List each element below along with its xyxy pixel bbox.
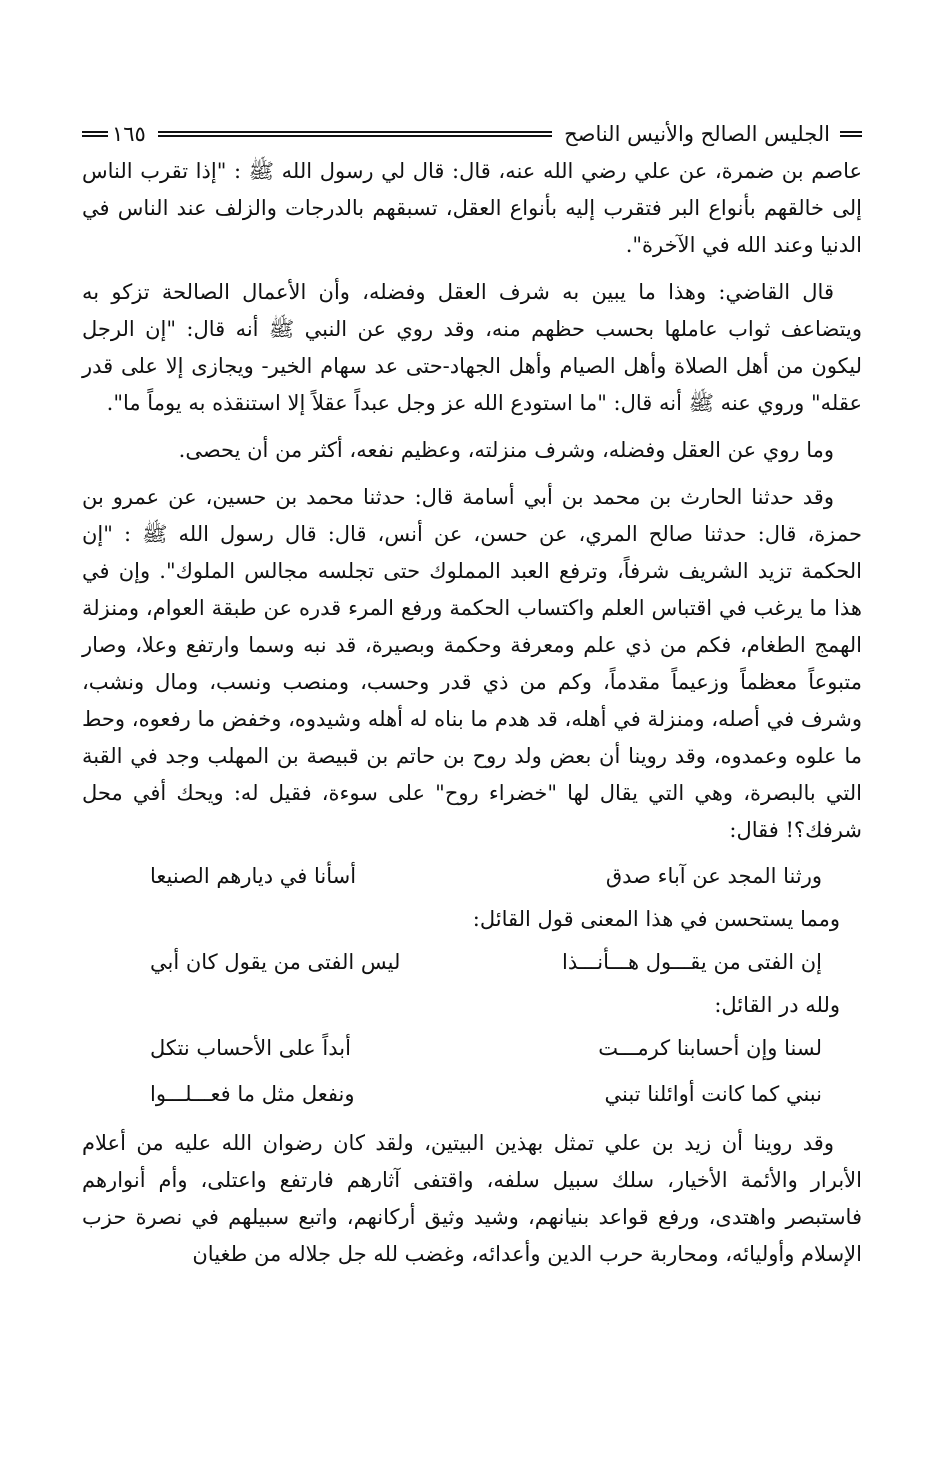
- verse-4: [82, 1071, 862, 1117]
- verse-intro-2: ومما يستحسن في هذا المعنى قول القائل:: [472, 907, 840, 931]
- verse-1-first-hemistich: ورثنا المجد عن آباء صدق: [605, 863, 822, 888]
- verse-4-first-hemistich: نبني كما كانت أوائلنا تبني: [604, 1081, 822, 1106]
- header-rule-middle: [158, 131, 552, 137]
- verse-2-second-hemistich: ليس الفتى من يقول كان أبي: [150, 949, 401, 974]
- verse-intro-3: ولله در القائل:: [714, 993, 840, 1017]
- verse-3-first-hemistich: لسنا وإن أحسابنا كرمـــت: [598, 1035, 822, 1060]
- verse-1-second-hemistich: أسأنا في ديارهم الصنيعا: [150, 863, 357, 888]
- paragraph-5: وقد روينا أن زيد بن علي تمثل بهذين البيتين، ولقد كان رضوان الله عليه من أعلام الأبرار والأئمة الأخيار، سلك سبيل سلفه، واقتفى آثارهم فارتفع واعتلى، وأم أنوارهم فاستبصر واهتدى، ورفع قواعد بنيانهم، وشيد وثيق أركانهم، واتبع سبيلهم في نصرة حزب الإسلام وأوليائه، ومحاربة حرب الدين وأعدائه، وغضب لله جل جلاله من طغيان: [82, 1131, 862, 1266]
- header-title: الجليس الصالح والأنيس الناصح: [564, 122, 830, 146]
- paragraph-3: وما روي عن العقل وفضله، وشرف منزلته، وعظيم نفعه، أكثر من أن يحصى.: [178, 438, 834, 462]
- verse-3-second-hemistich: أبداً على الأحساب نتكل: [150, 1035, 351, 1060]
- verse-2: [82, 939, 862, 985]
- header-rule-right: [840, 131, 862, 137]
- paragraph-2: قال القاضي: وهذا ما يبين به شرف العقل وفضله، وأن الأعمال الصالحة تزكو به ويتضاعف ثواب عاملها بحسب حظهم منه، وقد روي عن النبي ﷺ أنه قال: "إن الرجل ليكون من أهل الصلاة وأهل الصيام وأهل الجهاد-حتى عد سهام الخير- ويجازى إلا على قدر عقله" وروي عنه ﷺ أنه قال: "ما استودع الله عز وجل عبداً عقلاً إلا استنقذه به يوماً ما".: [82, 280, 863, 415]
- verse-2-first-hemistich: إن الفتى من يقـــول هـــأنـــذا: [561, 949, 822, 974]
- main-text: [82, 153, 862, 1283]
- verse-4-second-hemistich: ونفعل مثل ما فعـــلـــوا: [150, 1081, 355, 1106]
- paragraph-1: عاصم بن ضمرة، عن علي رضي الله عنه، قال: قال لي رسول الله ﷺ : "إذا تقرب الناس إلى خالقهم بأنواع البر فتقرب إليه بأنواع العقل، تسبقهم بالدرجات والزلف عند الناس في الدنيا وعند الله في الآخرة".: [82, 159, 862, 257]
- header-rule-left: [82, 131, 108, 137]
- verse-1: [82, 853, 862, 899]
- paragraph-4: وقد حدثنا الحارث بن محمد بن أبي أسامة قال: حدثنا محمد بن حسين، عن عمرو بن حمزة، قال: حدثنا صالح المري، عن حسن، عن أنس، قال: قال رسول الله ﷺ : "إن الحكمة تزيد الشريف شرفاً، وترفع العبد المملوك حتى تجلسه مجالس الملوك". وإن في هذا ما يرغب في اقتباس العلم واكتساب الحكمة ورفع المرء قدره عن طبقة العوام، ومنزلة الهمج الطغام، فكم من ذي علم ومعرفة وحكمة وبصيرة، قد نبه وسما وارتفع وعلا، وصار متبوعاً معظماً وزعيماً مقدماً، وكم من ذي قدر وحسب، ومنصب ونسب، ومال ونشب، وشرف في أصله، ومنزلة في أهله، قد هدم ما بناه له أهله وشيدوه، وخفض ما رفعوه، وحط ما علوه وعمدوه، وقد روينا أن بعض ولد روح بن حاتم بن قبيصة بن المهلب وجد في القبة التي بالبصرة، وهي التي يقال لها "خضراء روح" على سوءة، فقيل له: ويحك أفي محل شرفك؟! فقال:: [82, 485, 862, 842]
- page-number: ١٦٥: [112, 122, 146, 146]
- running-header: [82, 117, 862, 151]
- verse-3: [82, 1025, 862, 1071]
